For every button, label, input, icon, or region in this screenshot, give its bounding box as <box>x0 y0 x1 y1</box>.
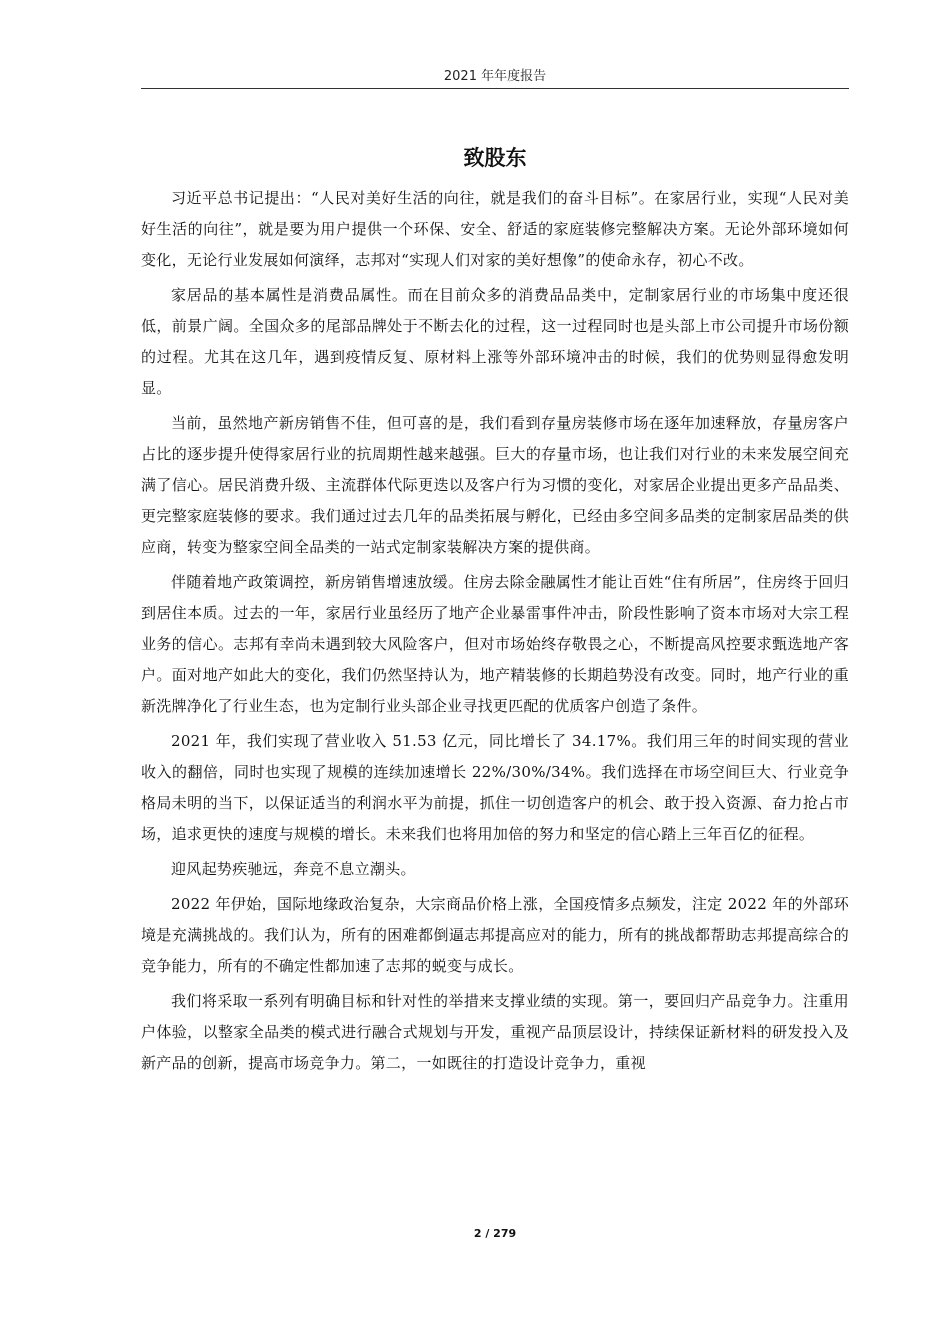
paragraph: 2021 年，我们实现了营业收入 51.53 亿元，同比增长了 34.17%。我们用三年的时间实现的营业收入的翻倍，同时也实现了规模的连续加速增长 22%/30%/34%。我们选择在市场空间巨大、行业竞争格局未明的当下，以保证适当的利润水平为前提，抓住一切创造客户的机会、敢于投入资源、奋力抢占市场，追求更快的速度与规模的增长。未来我们也将用加倍的努力和坚定的信心踏上三年百亿的征程。 <box>141 732 849 843</box>
paragraph: 2022 年伊始，国际地缘政治复杂，大宗商品价格上涨，全国疫情多点频发，注定 2022 年的外部环境是充满挑战的。我们认为，所有的困难都倒逼志邦提高应对的能力，所有的挑战都帮助志邦提高综合的竞争能力，所有的不确定性都加速了志邦的蜕变与成长。 <box>141 895 849 975</box>
paragraph: 迎风起势疾驰远，奔竞不息立潮头。 <box>171 860 416 878</box>
paragraph: 家居品的基本属性是消费品属性。而在目前众多的消费品品类中，定制家居行业的市场集中度还很低，前景广阔。全国众多的尾部品牌处于不断去化的过程，这一过程同时也是头部上市公司提升市场份额的过程。尤其在这几年，遇到疫情反复、原材料上涨等外部环境冲击的时候，我们的优势则显得愈发明显。 <box>141 286 849 397</box>
header-divider <box>141 88 849 89</box>
letter-body <box>141 183 849 1083</box>
page-number: 2 / 279 <box>473 1227 517 1240</box>
paragraph: 伴随着地产政策调控，新房销售增速放缓。住房去除金融属性才能让百姓“住有所居”，住房终于回归到居住本质。过去的一年，家居行业虽经历了地产企业暴雷事件冲击，阶段性影响了资本市场对大宗工程业务的信心。志邦有幸尚未遇到较大风险客户，但对市场始终存敬畏之心，不断提高风控要求甄选地产客户。面对地产如此大的变化，我们仍然坚持认为，地产精装修的长期趋势没有改变。同时，地产行业的重新洗牌净化了行业生态，也为定制行业头部企业寻找更匹配的优质客户创造了条件。 <box>141 573 849 715</box>
paragraph: 当前，虽然地产新房销售不佳，但可喜的是，我们看到存量房装修市场在逐年加速释放，存量房客户占比的逐步提升使得家居行业的抗周期性越来越强。巨大的存量市场，也让我们对行业的未来发展空间充满了信心。居民消费升级、主流群体代际更迭以及客户行为习惯的变化，对家居企业提出更多产品品类、更完整家庭装修的要求。我们通过过去几年的品类拓展与孵化，已经由多空间多品类的定制家居品类的供应商，转变为整家空间全品类的一站式定制家装解决方案的提供商。 <box>141 414 849 556</box>
paragraph: 我们将采取一系列有明确目标和针对性的举措来支撑业绩的实现。第一，要回归产品竞争力。注重用户体验，以整家全品类的模式进行融合式规划与开发，重视产品顶层设计，持续保证新材料的研发投入及新产品的创新，提高市场竞争力。第二，一如既往的打造设计竞争力，重视 <box>141 992 849 1072</box>
section-title: 致股东 <box>463 146 527 170</box>
running-header: 2021 年年度报告 <box>443 69 547 84</box>
paragraph: 习近平总书记提出：“人民对美好生活的向往，就是我们的奋斗目标”。在家居行业，实现“人民对美好生活的向往”，就是要为用户提供一个环保、安全、舒适的家庭装修完整解决方案。无论外部环境如何变化，无论行业发展如何演绎，志邦对“实现人们对家的美好想像”的使命永存，初心不改。 <box>141 189 849 269</box>
